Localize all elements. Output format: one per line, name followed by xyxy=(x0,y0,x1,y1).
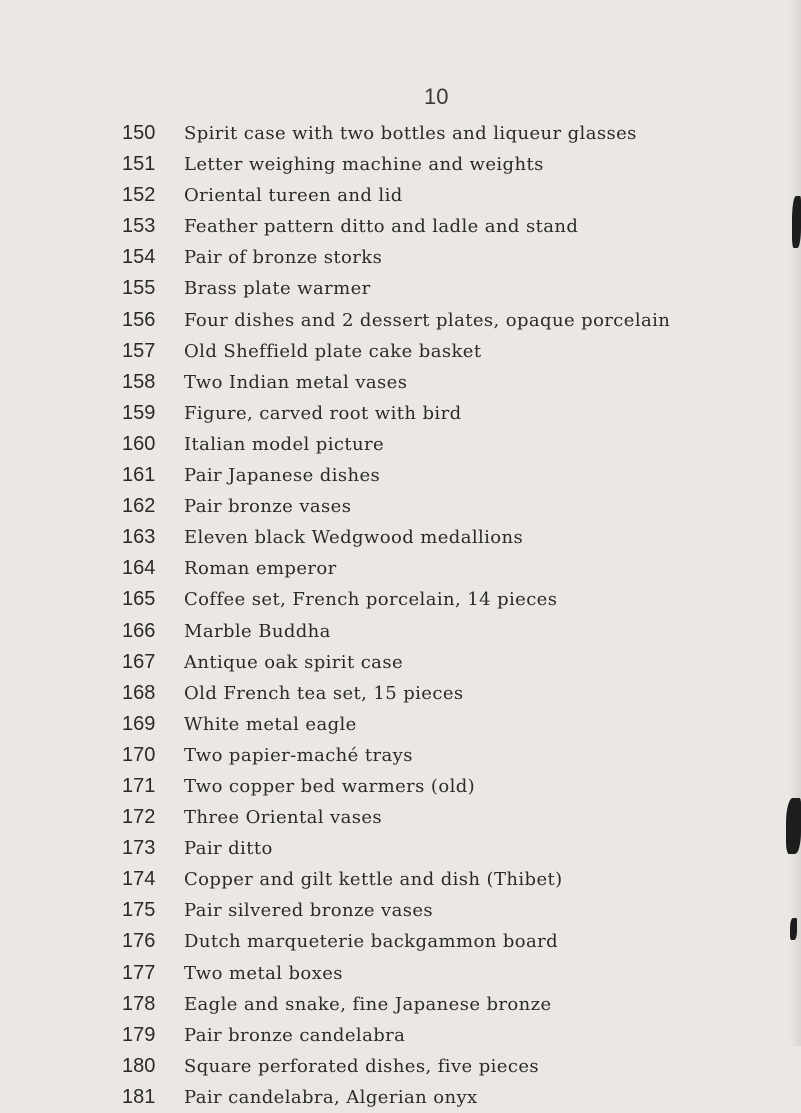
lot-description: Roman emperor xyxy=(184,558,337,580)
lot-description: Pair silvered bronze vases xyxy=(184,900,434,922)
lot-row xyxy=(0,429,801,460)
lot-list xyxy=(0,118,801,1113)
lot-row xyxy=(0,926,801,957)
lot-number: 165 xyxy=(122,588,156,611)
lot-description: Two metal boxes xyxy=(184,962,343,984)
lot-number: 153 xyxy=(122,215,156,238)
lot-row xyxy=(0,398,801,429)
lot-row xyxy=(0,616,801,647)
lot-description: Two papier-maché trays xyxy=(184,744,413,766)
lot-row xyxy=(0,1082,801,1113)
lot-number: 173 xyxy=(122,837,156,860)
lot-row xyxy=(0,491,801,522)
lot-description: Pair ditto xyxy=(184,838,273,860)
lot-row xyxy=(0,864,801,895)
lot-number: 178 xyxy=(122,992,156,1015)
lot-row xyxy=(0,989,801,1020)
page-number: 10 xyxy=(424,84,449,109)
lot-number: 169 xyxy=(122,712,156,735)
lot-number: 166 xyxy=(122,619,156,642)
lot-row xyxy=(0,118,801,149)
lot-row xyxy=(0,709,801,740)
lot-description: Letter weighing machine and weights xyxy=(184,154,544,176)
lot-number: 157 xyxy=(122,339,156,362)
lot-description: Pair bronze candelabra xyxy=(184,1024,406,1046)
lot-number: 179 xyxy=(122,1023,156,1046)
lot-number: 156 xyxy=(122,308,156,331)
lot-number: 172 xyxy=(122,806,156,829)
lot-description: Dutch marqueterie backgammon board xyxy=(184,931,559,953)
lot-number: 176 xyxy=(122,930,156,953)
lot-row xyxy=(0,149,801,180)
lot-description: Eleven black Wedgwood medallions xyxy=(184,527,524,549)
lot-row xyxy=(0,336,801,367)
lot-description: Brass plate warmer xyxy=(184,278,371,300)
lot-number: 171 xyxy=(122,774,156,797)
lot-row xyxy=(0,1051,801,1082)
lot-description: Antique oak spirit case xyxy=(184,651,404,673)
lot-number: 163 xyxy=(122,526,156,549)
lot-number: 174 xyxy=(122,868,156,891)
lot-description: Eagle and snake, fine Japanese bronze xyxy=(184,993,552,1015)
lot-number: 164 xyxy=(122,557,156,580)
lot-number: 159 xyxy=(122,401,156,424)
lot-number: 161 xyxy=(122,464,156,487)
lot-row xyxy=(0,273,801,304)
lot-row xyxy=(0,584,801,615)
lot-description: Pair of bronze storks xyxy=(184,247,383,269)
lot-row xyxy=(0,522,801,553)
lot-row xyxy=(0,1020,801,1051)
lot-row xyxy=(0,833,801,864)
lot-row xyxy=(0,367,801,398)
lot-description: Figure, carved root with bird xyxy=(184,402,462,424)
lot-description: Old Sheffield plate cake basket xyxy=(184,340,482,362)
page-edge-shadow xyxy=(789,0,801,1046)
lot-number: 180 xyxy=(122,1054,156,1077)
lot-row xyxy=(0,802,801,833)
lot-row xyxy=(0,958,801,989)
lot-row xyxy=(0,678,801,709)
lot-number: 167 xyxy=(122,650,156,673)
lot-number: 152 xyxy=(122,184,156,207)
lot-description: Pair Japanese dishes xyxy=(184,465,381,487)
edge-ink-mark xyxy=(786,798,801,854)
lot-description: Marble Buddha xyxy=(184,620,331,642)
lot-row xyxy=(0,740,801,771)
lot-row xyxy=(0,242,801,273)
lot-number: 150 xyxy=(122,122,156,144)
lot-description: Pair candelabra, Algerian onyx xyxy=(184,1086,478,1108)
lot-row xyxy=(0,647,801,678)
edge-ink-mark xyxy=(790,918,797,940)
edge-ink-mark xyxy=(792,196,801,248)
lot-description: Oriental tureen and lid xyxy=(184,185,403,207)
lot-description: Copper and gilt kettle and dish (Thibet) xyxy=(184,869,563,891)
lot-number: 177 xyxy=(122,961,156,984)
lot-number: 155 xyxy=(122,277,156,300)
lot-row xyxy=(0,553,801,584)
lot-row xyxy=(0,771,801,802)
lot-description: Two Indian metal vases xyxy=(184,371,408,393)
lot-description: Pair bronze vases xyxy=(184,496,352,518)
lot-row xyxy=(0,180,801,211)
lot-number: 170 xyxy=(122,743,156,766)
lot-number: 181 xyxy=(122,1085,156,1108)
lot-row xyxy=(0,305,801,336)
lot-description: Feather pattern ditto and ladle and stand xyxy=(184,216,579,238)
lot-description: Old French tea set, 15 pieces xyxy=(184,682,464,704)
lot-description: Four dishes and 2 dessert plates, opaque porcelain xyxy=(184,309,671,331)
lot-number: 158 xyxy=(122,370,156,393)
lot-description: Spirit case with two bottles and liqueur glasses xyxy=(184,123,637,144)
lot-number: 154 xyxy=(122,246,156,269)
lot-number: 175 xyxy=(122,899,156,922)
lot-number: 151 xyxy=(122,153,156,176)
lot-number: 160 xyxy=(122,432,156,455)
lot-number: 162 xyxy=(122,495,156,518)
lot-description: Italian model picture xyxy=(184,433,385,455)
lot-description: Square perforated dishes, five pieces xyxy=(184,1055,540,1077)
lot-description: Coffee set, French porcelain, 14 pieces xyxy=(184,589,558,611)
lot-description: Three Oriental vases xyxy=(184,807,383,829)
lot-description: Two copper bed warmers (old) xyxy=(184,775,476,797)
lot-row xyxy=(0,211,801,242)
lot-number: 168 xyxy=(122,681,156,704)
lot-row xyxy=(0,895,801,926)
lot-row xyxy=(0,460,801,491)
lot-description: White metal eagle xyxy=(184,713,357,735)
